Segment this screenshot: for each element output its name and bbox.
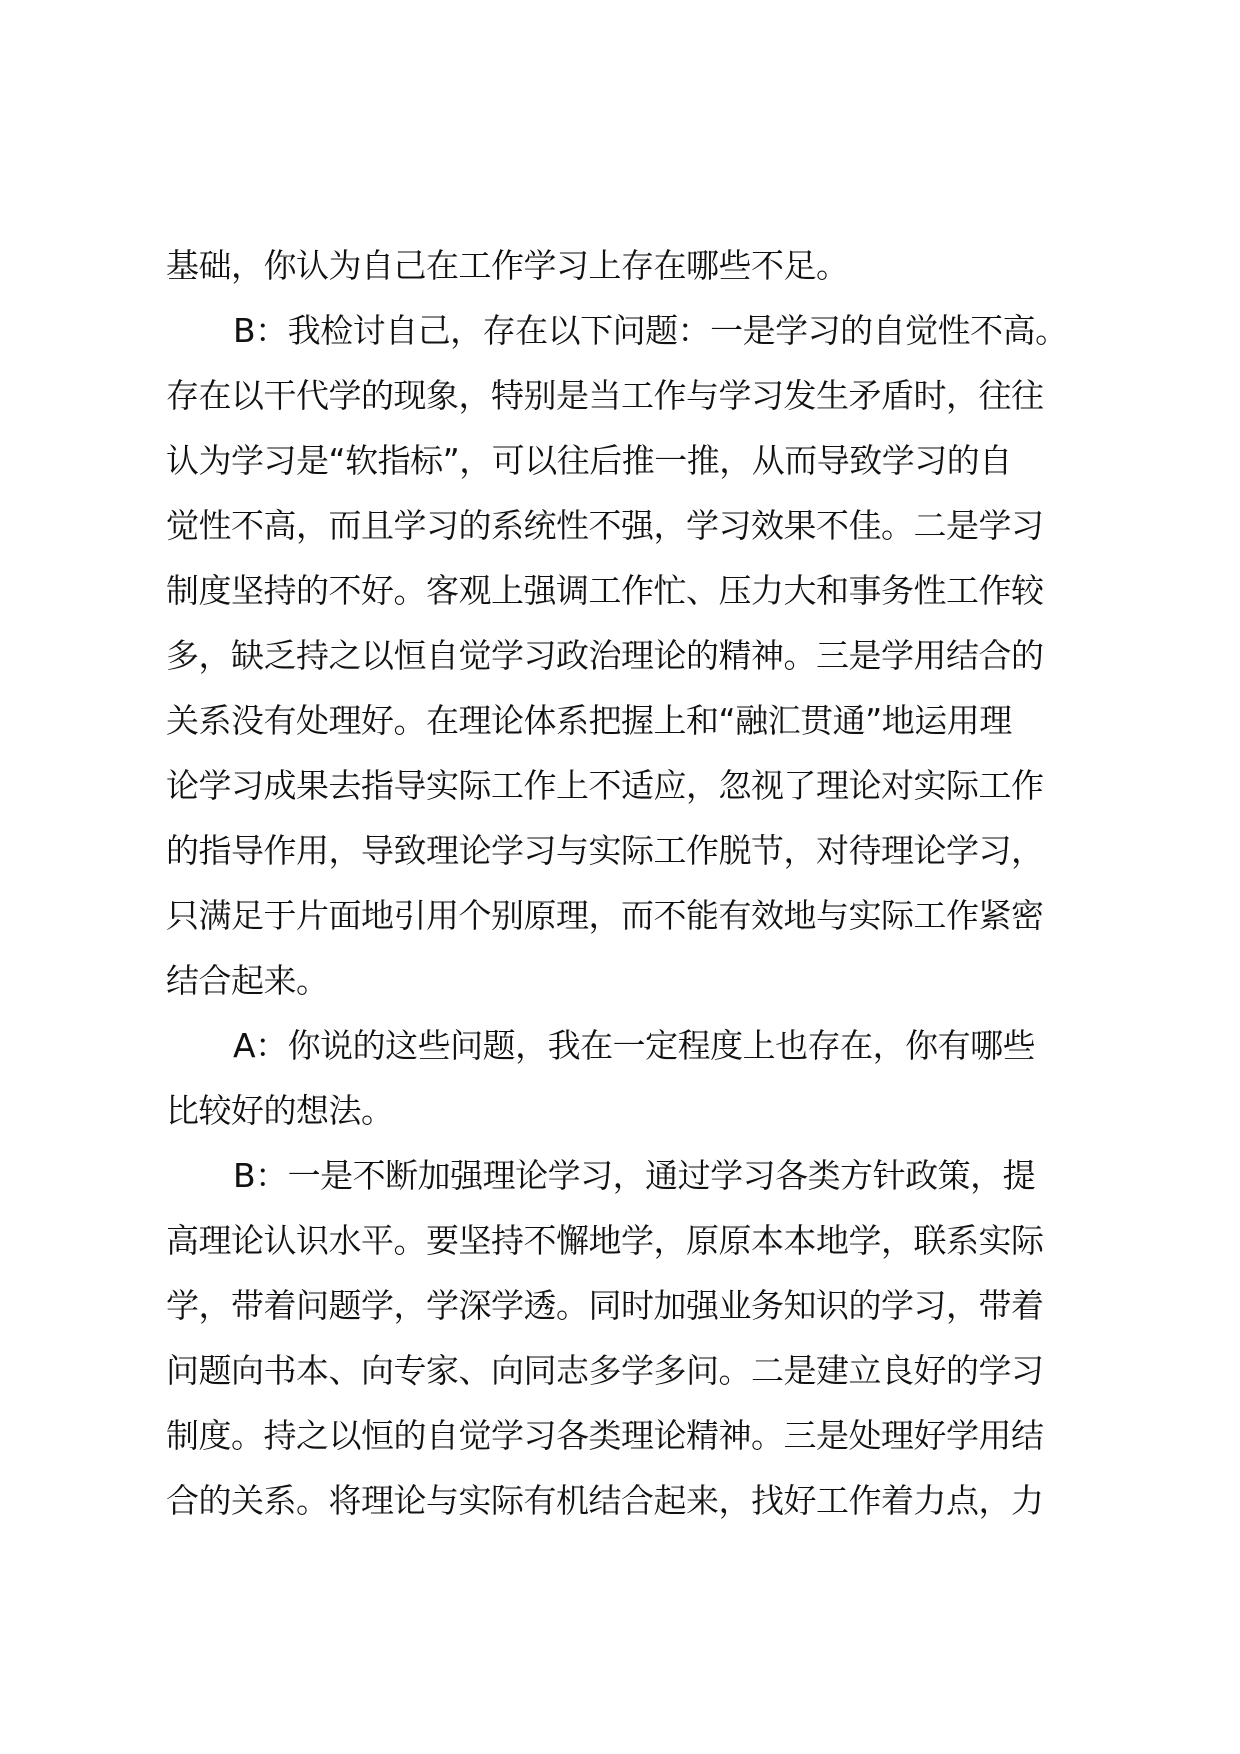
document-body [166, 233, 1106, 1533]
text-line: 关系没有处理好。在理论体系把握上和“融汇贯通”地运用理 [166, 701, 1012, 740]
text-line: 结合起来。 [166, 961, 329, 1000]
text-line: 制度。持之以恒的自觉学习各类理论精神。三是处理好学用结 [166, 1416, 1044, 1455]
text-line: 制度坚持的不好。客观上强调工作忙、压力大和事务性工作较 [166, 571, 1044, 610]
text-line: B：一是不断加强理论学习，通过学习各类方针政策，提 [233, 1156, 1036, 1195]
text-line: 多，缺乏持之以恒自觉学习政治理论的精神。三是学用结合的 [166, 636, 1044, 675]
text-line: 论学习成果去指导实际工作上不适应，忽视了理论对实际工作 [166, 766, 1044, 805]
text-line: 比较好的想法。 [166, 1091, 394, 1130]
text-line: 高理论认识水平。要坚持不懈地学，原原本本地学，联系实际 [166, 1221, 1044, 1260]
text-line: 觉性不高，而且学习的系统性不强，学习效果不佳。二是学习 [166, 506, 1044, 545]
text-line: 存在以干代学的现象，特别是当工作与学习发生矛盾时，往往 [166, 376, 1044, 415]
text-line: 学，带着问题学，学深学透。同时加强业务知识的学习，带着 [166, 1286, 1044, 1325]
text-line: B：我检讨自己，存在以下问题：一是学习的自觉性不高。 [233, 311, 1068, 350]
text-line: 合的关系。将理论与实际有机结合起来，找好工作着力点，力 [166, 1481, 1044, 1520]
text-line: A：你说的这些问题，我在一定程度上也存在，你有哪些 [233, 1026, 1036, 1065]
text-line: 只满足于片面地引用个别原理，而不能有效地与实际工作紧密 [166, 896, 1044, 935]
text-line: 的指导作用，导致理论学习与实际工作脱节，对待理论学习， [166, 831, 1044, 870]
text-line: 基础，你认为自己在工作学习上存在哪些不足。 [166, 246, 849, 285]
text-line: 认为学习是“软指标”，可以往后推一推，从而导致学习的自 [166, 441, 1012, 480]
text-line: 问题向书本、向专家、向同志多学多问。二是建立良好的学习 [166, 1351, 1044, 1390]
